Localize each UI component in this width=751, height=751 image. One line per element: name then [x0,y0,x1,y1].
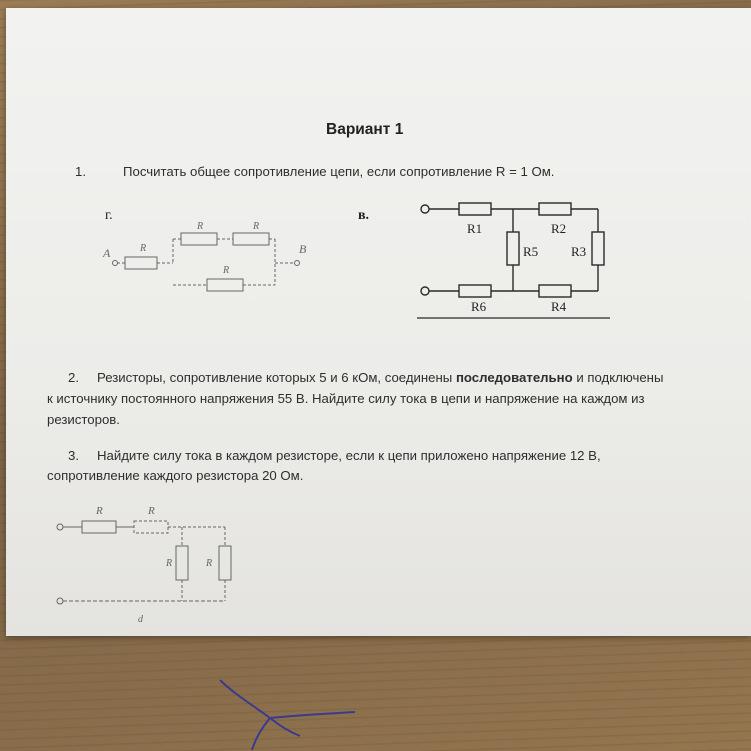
task2-line1 [97,369,663,386]
resistor-g4-label: R [223,265,230,276]
task3-number: 3. [68,448,79,463]
task2-number: 2. [68,370,79,385]
resistor-r4 [539,285,571,297]
task1-text: Посчитать общее сопротивление цепи, если сопротивление R = 1 Ом. [123,164,555,179]
resistor-g1-label: R [140,243,147,254]
resistor-r6-label: R6 [471,299,487,314]
terminal-top [57,524,63,530]
resistor-3a [82,521,116,533]
terminal-a [113,261,118,266]
resistor-3b-label: R [148,505,155,517]
task2-bold-word: последовательно [455,370,573,385]
task2-line2: к источнику постоянного напряжения 55 В. Найдите силу тока в цепи и напряжение на каждом из [47,391,645,406]
task1-number: 1. [75,164,86,179]
resistor-r2 [539,203,571,215]
resistor-g3 [233,233,269,245]
resistor-3a-label: R [96,505,103,517]
resistor-g1 [125,257,157,269]
circuit-v-label: в. [358,208,370,223]
resistor-3d [219,546,231,580]
circuit-g-diagram [95,205,320,300]
terminal-bottom [57,598,63,604]
terminal-bottom [421,287,429,295]
task2-line1-after: и подключены [572,370,664,385]
task3-line2: сопротивление каждого резистора 20 Ом. [47,468,304,483]
terminal-top [421,205,429,213]
resistor-3b [134,521,168,533]
resistor-g3-label: R [253,221,260,232]
pen-scribble [200,670,370,751]
resistor-r5 [507,232,519,265]
node-d-label: d [138,614,143,625]
resistor-r3-label: R3 [571,244,587,259]
resistor-r1-label: R1 [467,221,483,236]
task2-line1-before: Резисторы, сопротивление которых 5 и 6 кОм, соединены [97,370,456,385]
resistor-r4-label: R4 [551,299,567,314]
resistor-r3 [592,232,604,265]
node-a-label: A [103,246,111,260]
page-title: Вариант 1 [326,121,404,138]
terminal-b [295,261,300,266]
resistor-g4 [207,279,243,291]
task2-line3: резисторов. [47,412,120,427]
node-b-label: B [299,242,307,256]
resistor-r6 [459,285,491,297]
resistor-r5-label: R5 [523,244,539,259]
circuit-v-diagram [355,195,620,320]
resistor-r1 [459,203,491,215]
resistor-g2-label: R [197,221,204,232]
resistor-3c [176,546,188,580]
scribble-stroke [220,680,355,750]
resistor-r2-label: R2 [551,221,567,236]
task3-line1: Найдите силу тока в каждом резисторе, если к цепи приложено напряжение 12 В, [97,448,601,463]
resistor-3d-label: R [206,558,213,569]
resistor-g2 [181,233,217,245]
circuit-g-label: г. [105,208,113,223]
circuit-3-diagram [50,500,250,625]
resistor-3c-label: R [166,558,173,569]
